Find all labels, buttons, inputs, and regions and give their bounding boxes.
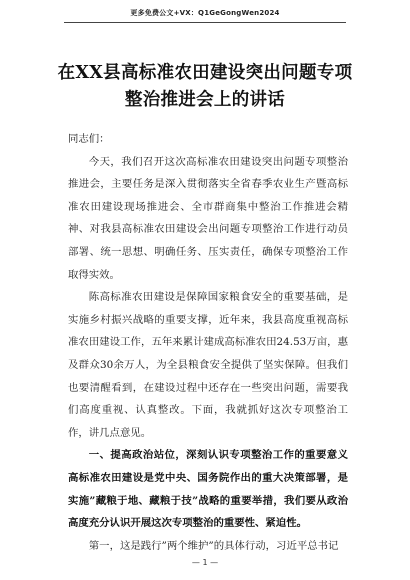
document-body — [68, 128, 348, 557]
paragraph-intro: 今天，我们召开这次高标准农田建设突出问题专项整治推进会，主要任务是深入贯彻落实全省春季农业生产暨高标准农田建设现场推进会、全市群商集中整治工作推进会精神、对我县高标准农田建设会出问题专项整治工作进行动员部署、统一思想、明确任务、压实责任，确保专项整治工作取得实效。 — [68, 155, 348, 281]
document-title: 在XX县高标准农田建设突出问题专项整治推进会上的讲话 — [57, 63, 353, 110]
page-number: — 1 — — [191, 558, 219, 567]
source-header: 更多免费公文+VX：Q1GeGongWen2024 — [130, 9, 280, 17]
paragraph-background: 陈高标准农田建设是保障国家粮食安全的重要基础，是实施乡村振兴战略的重要支撑，近年来，我县高度重视高标准农田建设工作，五年来累计建成高标准农田24.53万亩，惠及群众30余万人，为全县粮食安全提供了坚实保障。但我们也要清醒看到，在建设过程中还存在一些突出问题，需要我们高度重视、认真整改。下面，我就抓好这次专项整治工作，讲几点意见。 — [68, 291, 348, 439]
section-heading-one: 一、提高政治站位，深刻认识专项整治工作的重要意义高标准农田建设是党中央、国务院作出的重大决策部署，是实施”藏粮于地、藏粮于技”战略的重要举措，我们要从政治高度充分认识开展这次专项整治的重要性、紧迫性。 — [68, 449, 348, 530]
paragraph-point-one: 第一，这是践行”两个维护”的具体行动，习近平总书记 — [88, 539, 339, 552]
salutation: 同志们： — [68, 133, 110, 145]
header-divider — [64, 22, 346, 23]
